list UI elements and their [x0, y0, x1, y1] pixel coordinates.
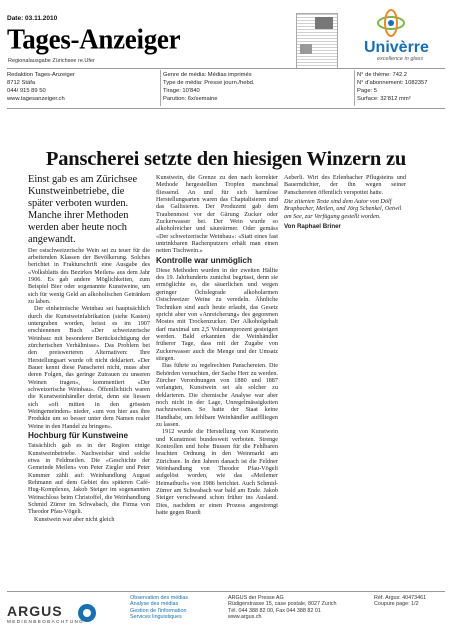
- header-divider: [7, 68, 445, 69]
- media-line: Parution: 6x/semaine: [163, 96, 218, 102]
- meta-divider: [160, 70, 161, 106]
- article-subheading: Kontrolle war unmöglich: [156, 255, 252, 265]
- reference-line: Page: 5: [357, 88, 377, 94]
- newspaper-masthead: Tages-Anzeiger: [7, 23, 181, 55]
- reference-info: [357, 71, 427, 103]
- clipping-date: Date: 03.11.2010: [7, 15, 58, 22]
- article-column-2: [156, 174, 278, 516]
- address-line: www.argus.ch: [228, 613, 262, 620]
- address-line: Tél. 044 388 82 00, Fax 044 388 82 01: [228, 607, 321, 614]
- media-line: Tirage: 10'840: [163, 88, 200, 94]
- header-divider: [7, 108, 445, 109]
- reference-line: Réf. Argus: 40473461: [374, 595, 427, 601]
- service-line: Services linguistiques: [130, 613, 182, 620]
- article-paragraph: Diese Methoden wurden in der zweiten Hälfte des 19. Jahrhunderts zunichst begrüsst, denn sie ermöglichte es, die säuerlichen und wegen geringer Öchslegrade alkoholarmen Ostschweizer Weine zu veredeln. Ähnliche Techniken sind auch heute erlaubt, das Gesetz spricht aber von «Anreicherung» des gegorenen Mostes mit Trockenzucker. Der Alkoholgehalt darf maximal um 2,5 Volumenprozent gesteigert werden. Bald erkannten die Weinhändler früherer Tage, dass mit der Zugabe von Zuckerwasser auch die Menge und der Umsatz stiegen.: [156, 266, 278, 362]
- service-line: Observation des médias: [130, 595, 189, 601]
- univerre-brand: Univèrre: [364, 39, 429, 56]
- article-paragraph: 1912 wurde die Herstellung von Kunstwein und Kunstmost bundesweit verboten. Strenge Kontrollen und hohe Bussen für die Fehlbaren brachten Ordnung in den Weinmarkt am Zürichsee. In den Jahren danach ist die Feldner Weinhandlung von Theodor Pfau-Vögeli aufgelöst worden, wie das «Meilemer Heimatbuch» von 1986 berichtet. Auch Schmid-Zürrer am Schwabach war bald am Ende. Jakob Steiger verschwand schon früher ins Ausland. Dies, nachdem er einen Prozess angestrengt hatte gegen Ruedi: [156, 428, 278, 517]
- page-thumbnail: [296, 13, 338, 69]
- article-paragraph: Der einheimische Weinbau sei hauptsächlich durch die Kunstweinfabrikation (siehe Kasten) untergraben worden, heisst es im 1907 erschienenen Buch «Der schweizerische Weinbau: mit besonderer Berücksichtigung der zürcherischen Verhältnisse». Das Problem bei den preiswerteren Alternativen: Ihre Herstellungsart wurde oft nicht deklariert. «Der Bauer kennt diese Panscherei nicht, muss aber deren Folgen, das geringe Zutrauen zu unseren Weinen tragen», kommentiert «Der schweizerische Weinbau». Öffentlichtich waren die Kunstweinhändler dreist, denn sie liessen sich «oft mitten in den grössten Weingemeinden» nieder, «um von hier aus ihre Produkte um so besser unter dem Namen realer Weine in den Handel zu bringen».: [28, 305, 150, 430]
- thumbnail-photo: [315, 17, 333, 29]
- article-paragraph: Kunstwein war aber nicht gleich: [34, 515, 115, 523]
- media-info: [163, 71, 255, 103]
- article-subheading: Hochburg für Kunstweine: [28, 431, 129, 441]
- article-paragraph: Tatsächlich gab es in der Region einige Kunstweinbetriebe. Nachweisbar sind solche etwa in Feldmeilen. Die «Geschichte der Gemeinde Meilen» von Peter Ziegler und Peter Kummer zählt auf: Weinhandlung August Rehmann auf dem Gebiet des späteren Café-Hug-Komplexes, Jakob Steiger im sogenannten Weinschloss beim Christoffel, die Weinhandlung Schmid Zürrer im Schwabach, die Firma von Theodor Pfau-Vögeli.: [28, 442, 150, 516]
- edition-subline: Regionalausgabe Zürichsee re.Ufer: [8, 58, 95, 64]
- article-paragraph: Aeberli. Wirt des Erlenbacher Pflugsteins und Bauerndichter, der ihn wegen seiner Panschereien öffentlich verspottet hatte.: [284, 174, 406, 196]
- argus-logo-text: ARGUS: [7, 603, 63, 619]
- article-source-note: Die zitierten Texte sind dem Autor von Dölf Brupbacher, Meilen, und Jörg Schenkel, Oetwil am See, zur Verfügung gestellt worden.: [284, 198, 402, 220]
- article-column-1: [28, 174, 150, 523]
- footer-divider: [7, 591, 445, 592]
- article-lead: Einst gab es am Zürichsee Kunstweinbetriebe, die später verboten wurden. Manche ihrer Methoden werden aber heute noch angewandt.: [28, 174, 138, 246]
- article-author: Von Raphael Briner: [284, 223, 341, 231]
- media-line: Type de média: Presse journ./hebd.: [163, 80, 255, 86]
- service-line: Analyse des médias: [130, 601, 179, 608]
- address-line: ARGUS der Presse AG: [228, 595, 284, 601]
- argus-address: [228, 595, 336, 620]
- address-line: Rüdigerstrasse 15, case postale, 8027 Zurich: [228, 601, 337, 608]
- univerre-slogan: excellence in glass: [377, 56, 424, 62]
- article-paragraph: Das führte zu regelrechten Panschereien. Die Behörden versuchten, der Sache Herr zu werden. Zürcher Verordnungen von 1880 und 1887 verlangten, Kunstwein sei als solcher zu deklarieren. Die chemische Analyse war aber noch nicht in der Lage, Unregelmässigkeiten nachzuweisen. So hatte der Staat keine Handhabe, um fehlbare Weinhändler aufflliegen zu lassen.: [156, 362, 278, 428]
- reference-line: Surface: 32'812 mm²: [357, 96, 411, 102]
- publisher-line: 044/ 915 89 50: [7, 88, 46, 94]
- article-headline: Panscherei setzte den hiesigen Winzern zu: [45, 148, 407, 170]
- argus-services: [130, 595, 188, 620]
- reference-line: N° d'abonnement: 1082357: [357, 80, 428, 86]
- article-paragraph: Der ostschweizerische Wein sei zu teuer für die arbeitenden Klassen der Bevölkerung. Solches berichtet in Frakturschrift eine Ausgabe des «Volksblatts des Bezirkes Meilen» aus dem Jahr 1906. Es gab andere Möglichkeiten, zum Beispiel Bier oder sogenannte Kunstweine, um sich für wenig Geld an alkoholischen Getränken zu laben.: [28, 246, 150, 305]
- meta-divider: [354, 70, 355, 106]
- media-line: Genre de média: Médias imprimés: [163, 72, 252, 78]
- service-line: Gestion de l'information: [130, 607, 187, 614]
- thumbnail-photo: [300, 44, 312, 54]
- publisher-line: 8712 Stäfa: [7, 80, 36, 86]
- publisher-line: Redaktion Tages-Anzeiger: [7, 72, 75, 78]
- article-column-3: [284, 174, 406, 230]
- reference-line: Coupure page: 1/2: [374, 601, 419, 608]
- univerre-logo-icon: [376, 8, 406, 38]
- argus-tagline: MEDIENBEOBACHTUNG: [7, 619, 85, 624]
- reference-line: N° de thème: 742.2: [357, 72, 408, 78]
- publisher-line: www.tagesanzeiger.ch: [7, 96, 65, 102]
- article-paragraph: Kunstwein, die Grenze zu den nach korrekter Methode hergestellten Tropfen manchmal fliessend. An und für sich harmlose Herstellungsarten waren das Chaptalisieren und das Gallisieren. Der Produzent gab dem Traubenmost vor der Gärung Zucker oder Zuckerwasser bei. Der Wein wurde so alkoholreicher und säureärmer. Oder gemäss «Der schweizerische Weinbau»: «Statt eines fast untrinkbaren Rachenputzers erhält man einen netten Tischwein.»: [156, 174, 278, 255]
- argus-reference: [374, 595, 426, 608]
- publisher-info: [7, 71, 75, 103]
